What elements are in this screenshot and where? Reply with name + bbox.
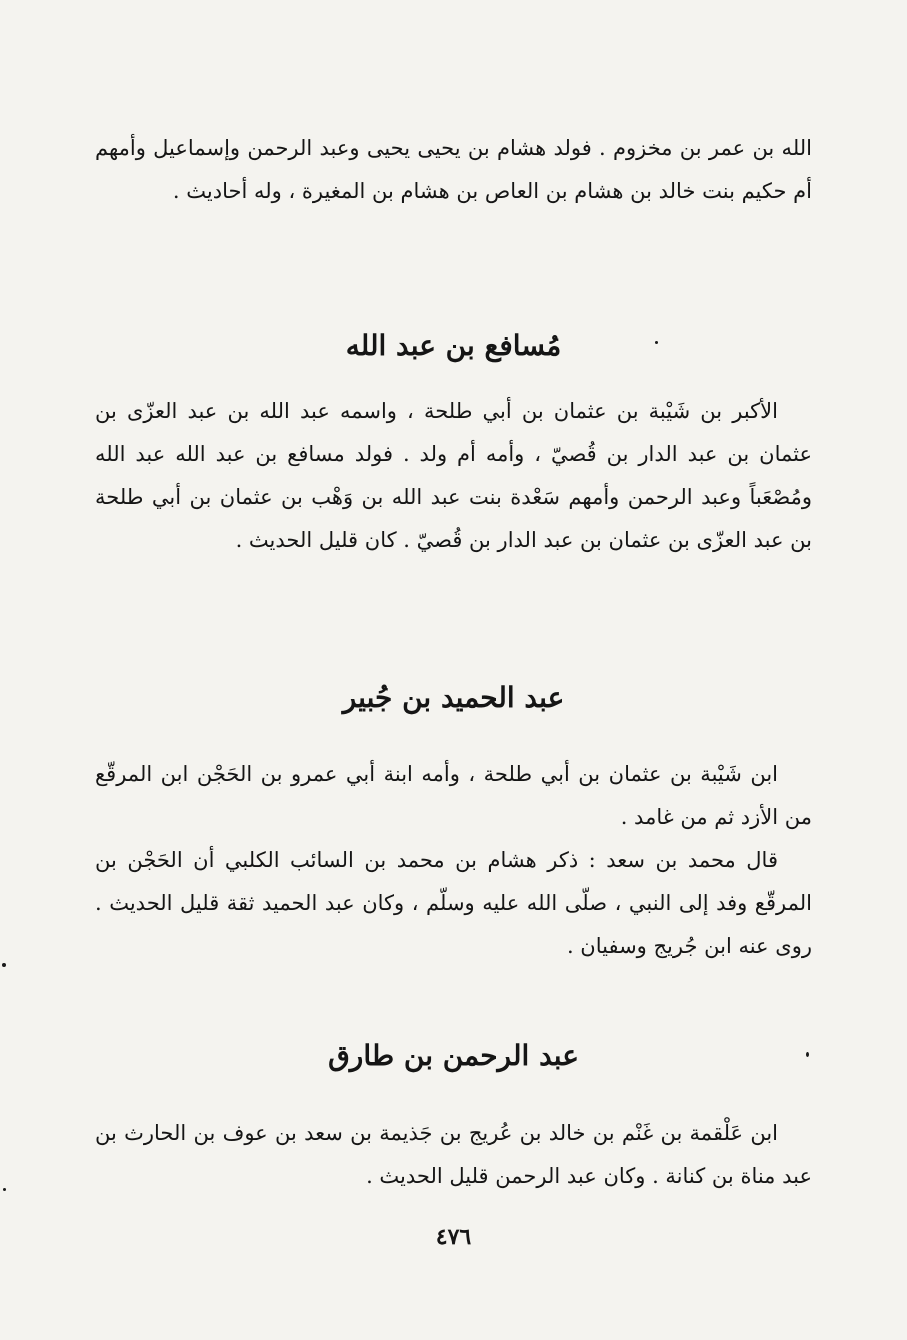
page-number: ٤٧٦	[435, 1224, 472, 1250]
section-body-abd-al-rahman	[95, 1112, 812, 1198]
paragraph-abd-al-hamid-2: قال محمد بن سعد : ذكر هشام بن محمد بن السائب الكلبي أن الحَجْن بن المرقّع وفد إلى النبي ، صلّى الله عليه وسلّم ، وكان عبد الحميد ثقة قليل الحديث . روى عنه ابن جُريج وسفيان .	[95, 848, 812, 958]
section-body-musafi	[95, 390, 812, 562]
section-body-abd-al-hamid	[95, 753, 812, 968]
paragraph-musafi-1: الأكبر بن شَيْبة بن عثمان بن أبي طلحة ، واسمه عبد الله بن عبد العزّى بن عثمان بن عبد الدار بن قُصيّ ، وأمه أم ولد . فولد مسافع بن عبد الله عبد الله ومُصْعَباً وعبد الرحمن وأمهم سَعْدة بنت عبد الله بن وَهْب بن عثمان بن أبي طلحة بن عبد العزّى بن عثمان بن عبد الدار بن قُصيّ . كان قليل الحديث .	[95, 399, 812, 552]
intro-paragraph	[95, 127, 812, 213]
scan-speck	[2, 963, 6, 967]
section-heading-abd-al-hamid: عبد الحميد بن جُبير	[342, 681, 565, 714]
paragraph-abd-al-rahman-1: ابن عَلْقمة بن غَنْم بن خالد بن عُريج بن جَذيمة بن سعد بن عوف بن الحارث بن عبد مناة بن كنانة . وكان عبد الرحمن قليل الحديث .	[95, 1121, 812, 1188]
intro-text: الله بن عمر بن مخزوم . فولد هشام بن يحيى يحيى وعبد الرحمن وإسماعيل وأمهم أم حكيم بنت خالد بن هشام بن العاص بن هشام بن المغيرة ، وله أحاديث .	[95, 136, 812, 203]
section-heading-musafi: مُسافع بن عبد الله	[345, 329, 562, 362]
scan-speck	[806, 1052, 809, 1057]
section-heading-abd-al-rahman: عبد الرحمن بن طارق	[328, 1039, 579, 1072]
scan-speck	[655, 341, 658, 344]
scan-speck	[3, 1188, 6, 1191]
paragraph-abd-al-hamid-1: ابن شَيْبة بن عثمان بن أبي طلحة ، وأمه ابنة أبي عمرو بن الحَجْن ابن المرقّع من الأزد ثم من غامد .	[95, 762, 812, 829]
